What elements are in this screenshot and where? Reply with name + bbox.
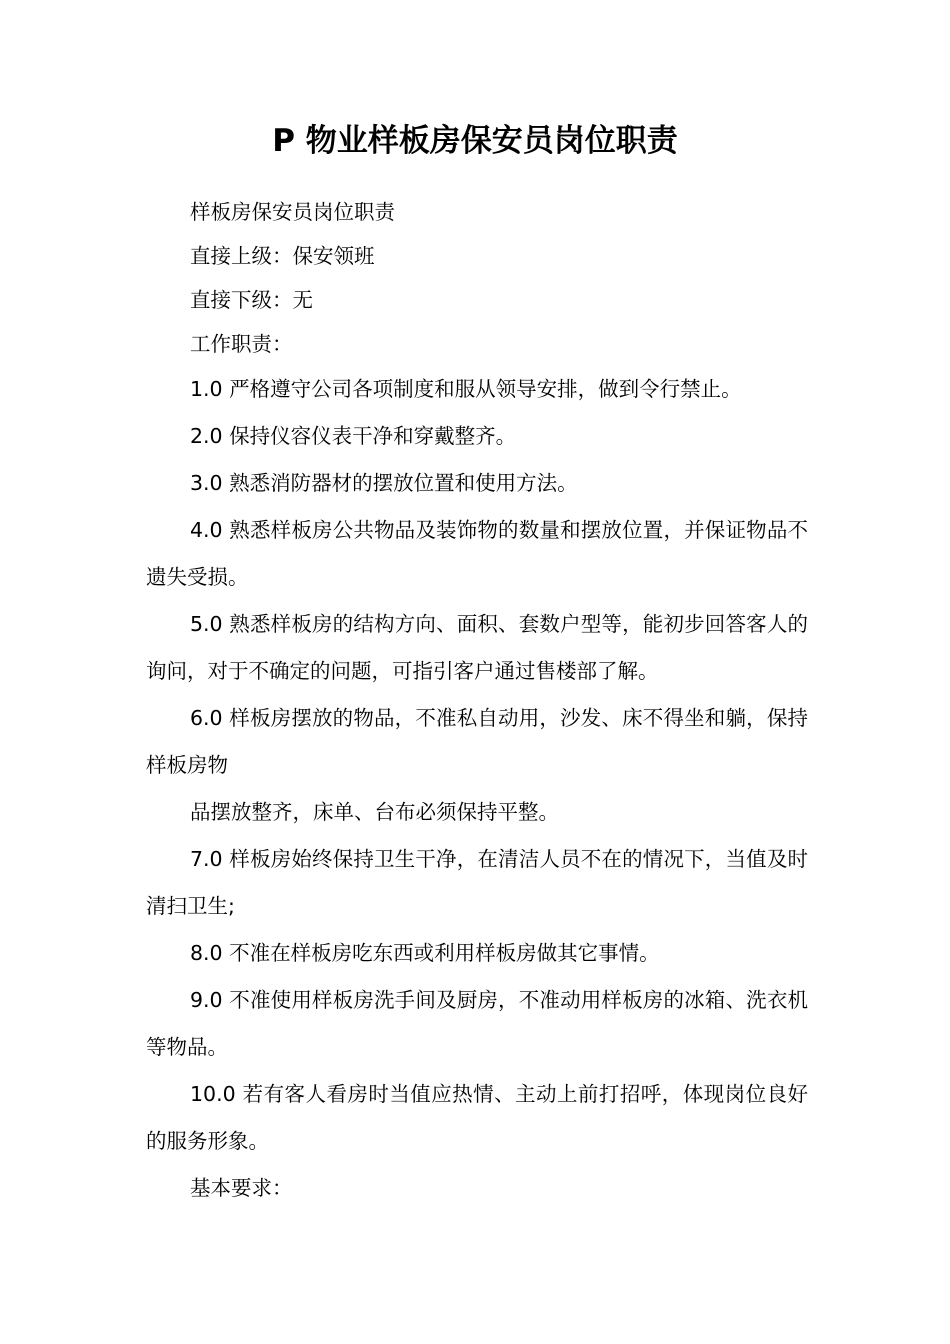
paragraph-superior: 直接上级：保安领班 bbox=[190, 244, 375, 268]
duty-item-2: 2.0 保持仪容仪表干净和穿戴整齐。 bbox=[190, 424, 517, 448]
duty-item-6: 6.0 样板房摆放的物品，不准私自动用，沙发、床不得坐和躺，保持样板房物 bbox=[146, 706, 808, 777]
paragraph-basic-requirements: 基本要求： bbox=[190, 1176, 293, 1200]
paragraph-heading: 样板房保安员岗位职责 bbox=[190, 200, 395, 224]
document-body bbox=[146, 190, 808, 1212]
duty-item-4: 4.0 熟悉样板房公共物品及装饰物的数量和摆放位置，并保证物品不遗失受损。 bbox=[146, 518, 808, 589]
duty-item-1: 1.0 严格遵守公司各项制度和服从领导安排，做到令行禁止。 bbox=[190, 377, 742, 401]
duty-item-8: 8.0 不准在样板房吃东西或利用样板房做其它事情。 bbox=[190, 941, 660, 965]
document-title: P 物业样板房保安员岗位职责 bbox=[272, 123, 678, 159]
duty-item-7: 7.0 样板房始终保持卫生干净，在清洁人员不在的情况下，当值及时清扫卫生; bbox=[146, 847, 808, 918]
paragraph-subordinate: 直接下级：无 bbox=[190, 288, 313, 312]
duty-item-5: 5.0 熟悉样板房的结构方向、面积、套数户型等，能初步回答客人的询问，对于不确定的问题，可指引客户通过售楼部了解。 bbox=[146, 612, 808, 683]
duty-item-10: 10.0 若有客人看房时当值应热情、主动上前打招呼，体现岗位良好的服务形象。 bbox=[146, 1082, 808, 1153]
duty-item-6-continued: 品摆放整齐，床单、台布必须保持平整。 bbox=[190, 800, 559, 824]
duty-item-3: 3.0 熟悉消防器材的摆放位置和使用方法。 bbox=[190, 471, 578, 495]
duty-item-9: 9.0 不准使用样板房洗手间及厨房，不准动用样板房的冰箱、洗衣机等物品。 bbox=[146, 988, 808, 1059]
paragraph-duties-label: 工作职责： bbox=[190, 332, 293, 356]
